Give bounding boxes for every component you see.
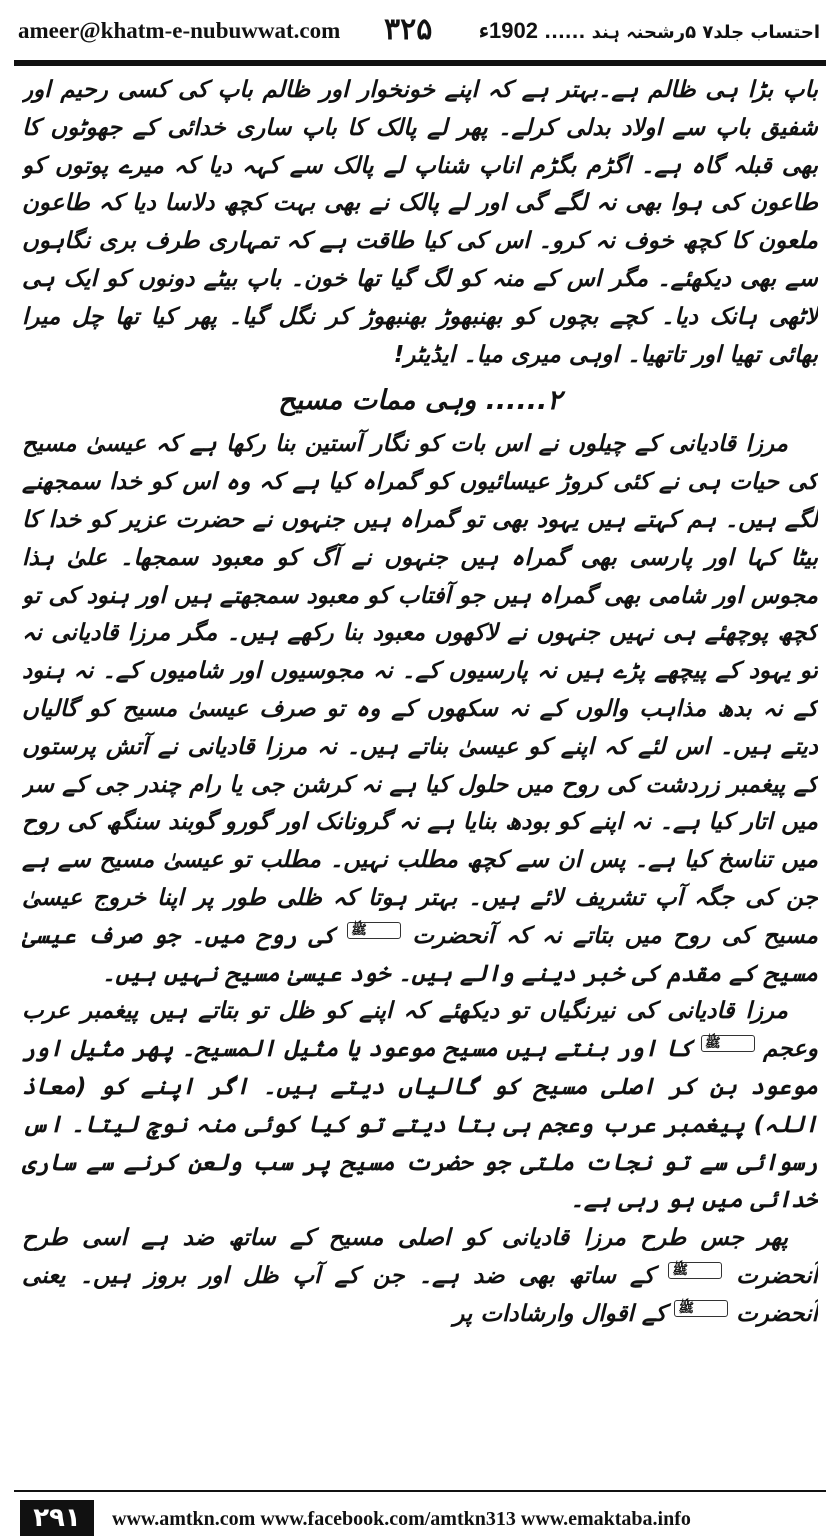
- paragraph-4-text: پھر جس طرح مرزا قادیانی کو اصلی مسیح کے ساتھ ضد ہے اسی طرح آنحضرت: [22, 1225, 818, 1289]
- salutation-glyph: ﷺ: [674, 1300, 728, 1317]
- paragraph-2-text: مرزا قادیانی کے چیلوں نے اس بات کو نگار آستین بنا رکھا ہے کہ عیسیٰ مسیح کی حیات ہی نے کئی کروڑ عیسائیوں کو گمراہ کیا ہے کہ وہ اس کو خدا سمجھنے لگے ہیں۔ ہم کہتے ہیں یہود بھی تو گمراہ ہیں جنہوں نے حضرت عزیر کو خدا کا بیٹا کہا اور پارسی بھی گمراہ ہیں جنہوں نے آگ کو معبود سمجھا۔ علیٰ ہذا مجوس اور شامی بھی گمراہ ہیں جو آفتاب کو معبود سمجھتے ہیں اور ہنود کی تو کچھ پوچھئے ہی نہیں جنہوں نے لاکھوں معبود بنا رکھے ہیں۔ مگر مرزا قادیانی نہ تو یہود کے پیچھے پڑے ہیں نہ پارسیوں کے۔ نہ مجوسیوں اور شامیوں کے۔ نہ ہنود کے نہ بدھ مذاہب والوں کے نہ سکھوں کے وہ تو صرف عیسیٰ مسیح کو گالیاں دیتے ہیں۔ اس لئے کہ اپنے کو عیسیٰ بناتے ہیں۔ نہ مرزا قادیانی نے آتش پرستوں کے پیغمبر زردشت کی روح میں حلول کیا ہے نہ کرشن جی یا رام چندر جی کے سر میں اتار کیا ہے۔ نہ اپنے کو بودھ بنایا ہے نہ گرونانک اور گورو گوبند سنگھ کی روح میں تناسخ کیا ہے۔ پس ان سے کچھ مطلب نہیں۔ مطلب تو عیسیٰ مسیح سے ہے جن کی جگہ آپ تشریف لائے ہیں۔ بہتر ہوتا کہ ظلی طور پر اپنا خروج عیسیٰ مسیح کی روح میں بتاتے نہ کہ آنحضرت: [22, 431, 818, 949]
- paragraph-2: [22, 426, 818, 993]
- header-volume-title: [479, 18, 820, 44]
- header-email: ameer@khatm-e-nubuwwat.com: [18, 18, 341, 43]
- paragraph-3-cont: کا اور بنتے ہیں مسیح موعود یا مثیل المسیح۔ پھر مثیل اور موعود بن کر اصلی مسیح کو گالیاں دیتے ہیں۔ اگر اپنے کو (معاذ اللہ) پیغمبر عرب وعجم ہی بتا دیتے تو کیا کوئی منہ نوچ لیتا۔ اس رسوائی سے تو نجات ملتی جو حضرت مسیح پر سب ولعن کرنے سے ساری خدائی میں ہو رہی ہے۔: [22, 1036, 818, 1214]
- paragraph-4-end: کے اقوال وارشادات پر: [453, 1300, 667, 1327]
- salutation-glyph: ﷺ: [347, 922, 401, 939]
- paragraph-2-cont: کی روح میں۔ جو صرف عیسیٰ مسیح کے مقدم کی خبر دینے والے ہیں۔ خود عیسیٰ مسیح نہیں ہیں۔: [22, 922, 818, 987]
- paragraph-1: باپ بڑا ہی ظالم ہے۔بہتر ہے کہ اپنے خونخوار اور ظالم باپ کی کسی رحیم اور شفیق باپ سے اولاد بدلی کرلے۔ پھر لے پالک کا باپ ساری خدائی کے جھوٹوں کا بھی قبلہ گاہ ہے۔ اگڑم بگڑم اناپ شناپ لے پالک سے کہہ دیا کہ میرے پوتوں کو طاعون کی ہوا بھی نہ لگے گی اور لے پالک نے بھی بہت کچھ دلاسا دیا کہ طاعون ملعون کا کچھ خوف نہ کرو۔ اس کی کیا طاقت ہے کہ تمہاری طرف بری نگاہوں سے بھی دیکھئے۔ مگر اس کے منہ کو لگ گیا تھا خون۔ باپ بیٹے دونوں کو ایک ہی لاٹھی ہانک دیا۔ کچے بچوں کو بھنبھوڑ بھنبھوڑ کر نگل گیا۔ پھر کیا تھا چل میرا بھائی تھیا اور تاتھیا۔ اوہی میری میا۔ ایڈیٹر!: [22, 77, 818, 368]
- salutation-glyph: ﷺ: [668, 1262, 722, 1279]
- paragraph-4-cont: کے ساتھ بھی ضد ہے۔ جن کے آپ ظل اور بروز ہیں۔ یعنی آنحضرت: [22, 1262, 818, 1327]
- footer-links: www.amtkn.com www.facebook.com/amtkn313 www.emaktaba.info: [112, 1508, 691, 1530]
- page-header: [14, 12, 826, 60]
- section-heading: ۲...... وہی ممات مسیح: [278, 385, 562, 417]
- paragraph-4: [22, 1220, 818, 1333]
- salutation-glyph: ﷺ: [701, 1035, 755, 1052]
- footer-page-number: ۲۹۱: [20, 1500, 94, 1536]
- footer-divider: [14, 1490, 826, 1492]
- header-year: 1902ء: [478, 18, 538, 43]
- header-page-number: ۳۲۵: [384, 12, 433, 47]
- header-divider: [14, 60, 826, 66]
- paragraph-3-text: مرزا قادیانی کی نیرنگیاں تو دیکھئے کہ اپنے کو ظل تو بتاتے ہیں پیغمبر عرب وعجم: [22, 998, 818, 1063]
- header-volume-text: احتساب جلد۷ ۵رشحنہ ہند ......: [544, 22, 820, 43]
- page-body: [22, 72, 818, 1462]
- paragraph-3: [22, 993, 818, 1220]
